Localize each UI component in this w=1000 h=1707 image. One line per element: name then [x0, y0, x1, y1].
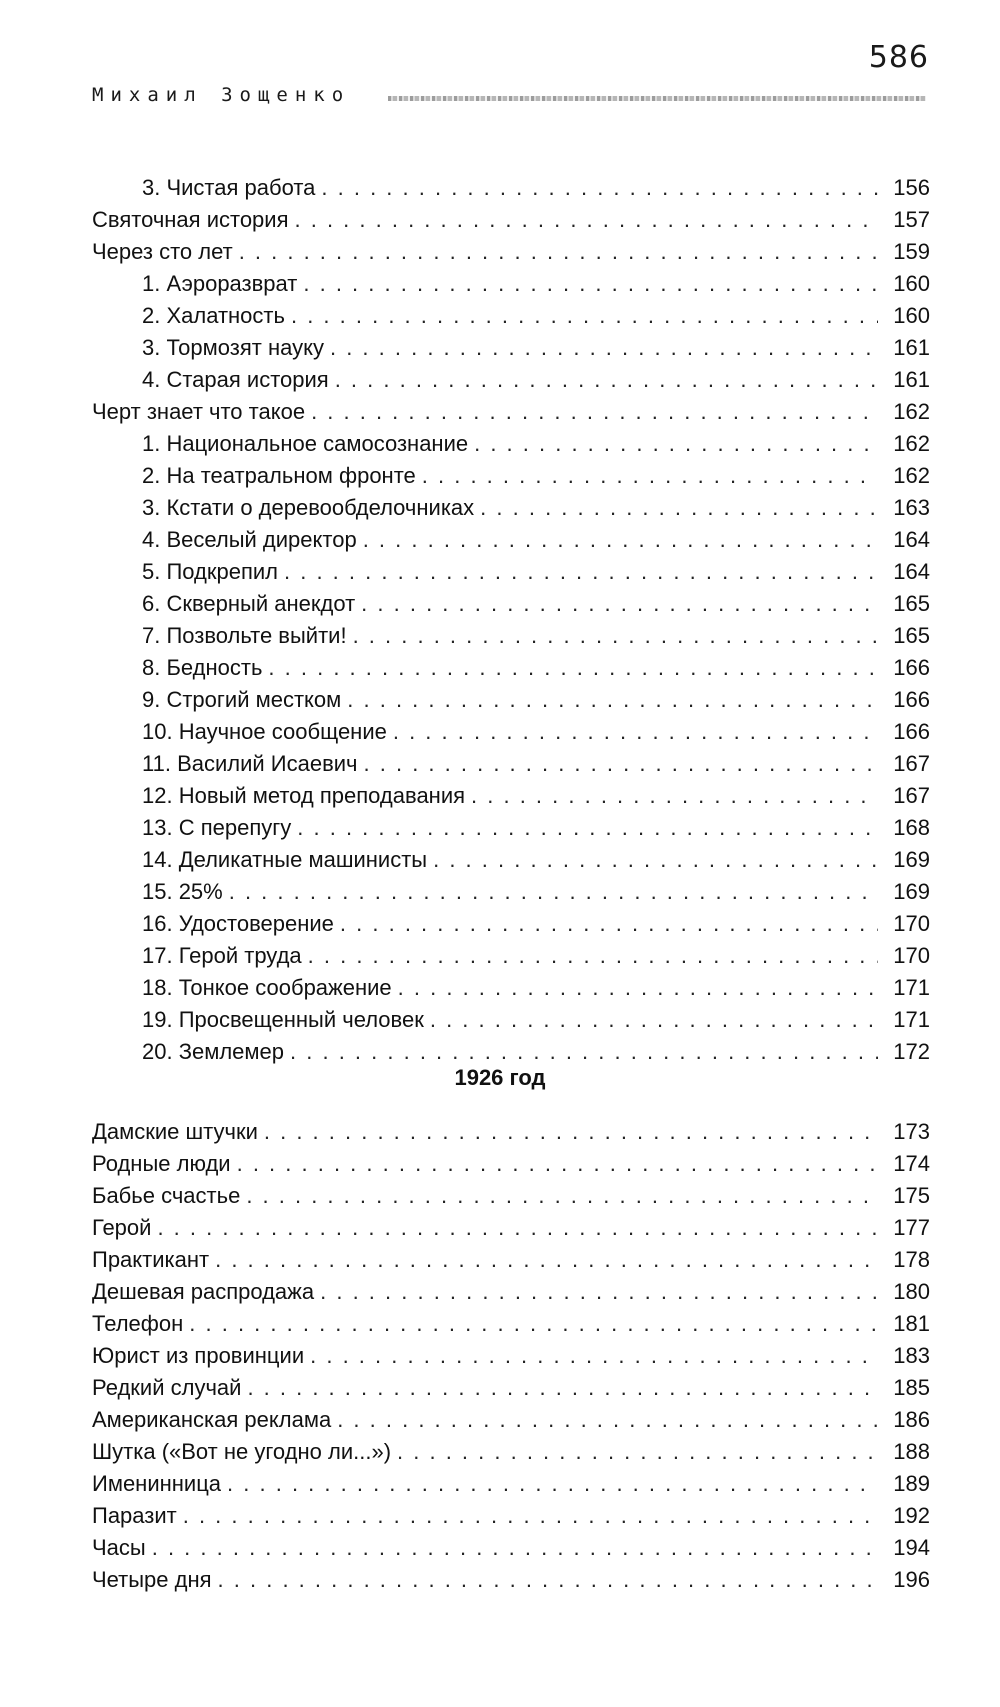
toc-entry-title: Редкий случай	[92, 1375, 242, 1400]
dot-leader	[239, 236, 878, 268]
dot-leader	[361, 588, 878, 620]
toc-entry-page: 167	[893, 783, 930, 808]
toc-entry-title: 3. Кстати о деревообделочниках	[142, 495, 475, 520]
toc-entry-title: 1. Национальное самосознание	[142, 431, 469, 456]
toc-entry-title: Черт знает что такое	[92, 399, 306, 424]
page-number: 586	[868, 40, 929, 75]
toc-entry-page: 161	[893, 367, 930, 392]
toc-entry-title: 10. Научное сообщение	[142, 719, 387, 744]
toc-entry-page: 196	[893, 1567, 930, 1592]
toc-entry	[92, 524, 930, 556]
toc-entry	[92, 1436, 930, 1468]
toc-entry-title: 3. Чистая работа	[142, 175, 316, 200]
dot-leader	[430, 1004, 878, 1036]
toc-list-bottom	[92, 1116, 930, 1596]
toc-entry	[92, 428, 930, 460]
dot-leader	[246, 1180, 878, 1212]
dot-leader	[295, 204, 879, 236]
toc-entry-title: 15. 25%	[142, 879, 223, 904]
dot-leader	[471, 780, 878, 812]
toc-entry-page: 168	[893, 815, 930, 840]
toc-entry-title: 2. Халатность	[142, 303, 285, 328]
toc-entry-page: 165	[893, 591, 930, 616]
toc-entry	[92, 1004, 930, 1036]
header-rule	[388, 96, 926, 101]
toc-entry-title: Телефон	[92, 1311, 184, 1336]
toc-entry-page: 160	[893, 271, 930, 296]
toc-entry	[92, 1468, 930, 1500]
toc-entry-title: Юрист из провинции	[92, 1343, 305, 1368]
dot-leader	[247, 1372, 878, 1404]
dot-leader	[189, 1308, 878, 1340]
toc-entry-title: 16. Удостоверение	[142, 911, 334, 936]
toc-entry-page: 192	[893, 1503, 930, 1528]
toc-entry-title: Часы	[92, 1535, 146, 1560]
toc-entry	[92, 748, 930, 780]
toc-entry-page: 171	[893, 1007, 930, 1032]
toc-list-top	[92, 172, 930, 1068]
toc-entry-page: 165	[893, 623, 930, 648]
toc-entry-page: 177	[893, 1215, 930, 1240]
toc-entry	[92, 588, 930, 620]
toc-entry	[92, 1532, 930, 1564]
dot-leader	[310, 1340, 878, 1372]
toc-entry-page: 169	[893, 879, 930, 904]
dot-leader	[303, 268, 878, 300]
toc-entry-page: 162	[893, 431, 930, 456]
toc-entry-page: 161	[893, 335, 930, 360]
dot-leader	[337, 1404, 878, 1436]
dot-leader	[308, 940, 878, 972]
toc-entry	[92, 1404, 930, 1436]
toc-entry	[92, 204, 930, 236]
toc-entry-page: 178	[893, 1247, 930, 1272]
toc-entry-page: 163	[893, 495, 930, 520]
toc-entry-title: 12. Новый метод преподавания	[142, 783, 466, 808]
toc-entry-title: 4. Старая история	[142, 367, 329, 392]
toc-entry-title: Практикант	[92, 1247, 210, 1272]
dot-leader	[311, 396, 878, 428]
toc-entry-page: 164	[893, 527, 930, 552]
toc-entry-title: 19. Просвещенный человек	[142, 1007, 424, 1032]
toc-entry	[92, 364, 930, 396]
toc-entry	[92, 1180, 930, 1212]
toc-entry	[92, 652, 930, 684]
toc-entry	[92, 684, 930, 716]
toc-entry	[92, 972, 930, 1004]
toc-entry	[92, 300, 930, 332]
dot-leader	[229, 876, 878, 908]
toc-entry	[92, 844, 930, 876]
dot-leader	[227, 1468, 878, 1500]
dot-leader	[268, 652, 878, 684]
dot-leader	[264, 1116, 878, 1148]
toc-entry	[92, 172, 930, 204]
toc-entry-title: Именинница	[92, 1471, 222, 1496]
running-head-author: Михаил Зощенко	[92, 84, 351, 106]
toc-entry-title: Через сто лет	[92, 239, 233, 264]
dot-leader	[474, 428, 878, 460]
toc-entry-page: 188	[893, 1439, 930, 1464]
toc-entry-page: 181	[893, 1311, 930, 1336]
toc-entry-page: 170	[893, 911, 930, 936]
toc-entry	[92, 556, 930, 588]
dot-leader	[152, 1532, 878, 1564]
dot-leader	[321, 172, 878, 204]
toc-entry-page: 166	[893, 719, 930, 744]
dot-leader	[157, 1212, 878, 1244]
toc-entry-title: 14. Деликатные машинисты	[142, 847, 428, 872]
toc-entry	[92, 780, 930, 812]
dot-leader	[330, 332, 878, 364]
toc-entry-page: 175	[893, 1183, 930, 1208]
toc-entry-page: 166	[893, 687, 930, 712]
toc-entry	[92, 460, 930, 492]
dot-leader	[433, 844, 878, 876]
toc-entry	[92, 1036, 930, 1068]
toc-entry-page: 159	[893, 239, 930, 264]
toc-entry	[92, 268, 930, 300]
dot-leader	[215, 1244, 878, 1276]
toc-entry-page: 164	[893, 559, 930, 584]
toc-entry-title: Дешевая распродажа	[92, 1279, 315, 1304]
dot-leader	[422, 460, 878, 492]
toc-entry	[92, 620, 930, 652]
toc-entry-title: 5. Подкрепил	[142, 559, 278, 584]
toc-entry	[92, 492, 930, 524]
toc-entry-title: 11. Василий Исаевич	[142, 751, 358, 776]
toc-entry-page: 157	[893, 207, 930, 232]
toc-entry-page: 167	[893, 751, 930, 776]
toc-entry-page: 189	[893, 1471, 930, 1496]
toc-entry	[92, 236, 930, 268]
dot-leader	[284, 556, 878, 588]
toc-entry-page: 172	[893, 1039, 930, 1064]
toc-entry-page: 162	[893, 463, 930, 488]
toc-entry-page: 194	[893, 1535, 930, 1560]
toc-entry-title: 8. Бедность	[142, 655, 263, 680]
dot-leader	[347, 684, 878, 716]
toc-entry-page: 166	[893, 655, 930, 680]
toc-entry	[92, 1372, 930, 1404]
toc-entry	[92, 1212, 930, 1244]
dot-leader	[340, 908, 878, 940]
toc-entry-page: 180	[893, 1279, 930, 1304]
toc-entry-title: 1. Аэроразврат	[142, 271, 298, 296]
toc-entry	[92, 1308, 930, 1340]
dot-leader	[237, 1148, 878, 1180]
dot-leader	[297, 812, 878, 844]
toc-entry-title: Святочная история	[92, 207, 289, 232]
toc-entry-title: 7. Позвольте выйти!	[142, 623, 347, 648]
toc-entry-title: Шутка («Вот не угодно ли...»)	[92, 1439, 392, 1464]
toc-entry	[92, 332, 930, 364]
toc-entry-page: 186	[893, 1407, 930, 1432]
toc-entry-title: 17. Герой труда	[142, 943, 302, 968]
toc-entry	[92, 1244, 930, 1276]
toc-entry-page: 185	[893, 1375, 930, 1400]
dot-leader	[183, 1500, 878, 1532]
toc-entry-title: Герой	[92, 1215, 152, 1240]
toc-entry-page: 162	[893, 399, 930, 424]
toc-entry	[92, 1340, 930, 1372]
toc-entry-page: 170	[893, 943, 930, 968]
dot-leader	[393, 716, 878, 748]
toc-entry-title: Американская реклама	[92, 1407, 332, 1432]
toc-entry-page: 156	[893, 175, 930, 200]
toc-entry-title: Дамские штучки	[92, 1119, 258, 1144]
toc-entry	[92, 812, 930, 844]
toc-entry	[92, 1116, 930, 1148]
dot-leader	[363, 524, 878, 556]
dot-leader	[291, 300, 878, 332]
toc-entry-title: 6. Скверный анекдот	[142, 591, 356, 616]
section-heading-1926: 1926 год	[454, 1065, 546, 1090]
toc-entry-title: 2. На театральном фронте	[142, 463, 416, 488]
toc-entry	[92, 1148, 930, 1180]
toc-entry-title: 3. Тормозят науку	[142, 335, 324, 360]
toc-entry-page: 174	[893, 1151, 930, 1176]
toc-entry	[92, 940, 930, 972]
toc-entry-title: Четыре дня	[92, 1567, 212, 1592]
toc-entry	[92, 1276, 930, 1308]
dot-leader	[398, 972, 878, 1004]
toc-entry-title: 13. С перепугу	[142, 815, 292, 840]
dot-leader	[364, 748, 878, 780]
toc-entry	[92, 1564, 930, 1596]
toc-entry-page: 171	[893, 975, 930, 1000]
toc-entry-page: 183	[893, 1343, 930, 1368]
toc-entry-title: Родные люди	[92, 1151, 231, 1176]
toc-entry	[92, 396, 930, 428]
dot-leader	[335, 364, 878, 396]
toc-entry	[92, 876, 930, 908]
dot-leader	[353, 620, 878, 652]
dot-leader	[218, 1564, 878, 1596]
dot-leader	[320, 1276, 878, 1308]
toc-entry-page: 160	[893, 303, 930, 328]
dot-leader	[397, 1436, 878, 1468]
toc-entry-title: 4. Веселый директор	[142, 527, 357, 552]
toc-entry-page: 173	[893, 1119, 930, 1144]
toc-entry	[92, 908, 930, 940]
dot-leader	[290, 1036, 878, 1068]
toc-entry-title: 20. Землемер	[142, 1039, 285, 1064]
toc-entry	[92, 1500, 930, 1532]
toc-entry-title: Бабье счастье	[92, 1183, 241, 1208]
toc-entry	[92, 716, 930, 748]
toc-entry-title: 9. Строгий местком	[142, 687, 342, 712]
toc-entry-title: 18. Тонкое соображение	[142, 975, 392, 1000]
toc-entry-page: 169	[893, 847, 930, 872]
toc-entry-title: Паразит	[92, 1503, 177, 1528]
dot-leader	[480, 492, 878, 524]
